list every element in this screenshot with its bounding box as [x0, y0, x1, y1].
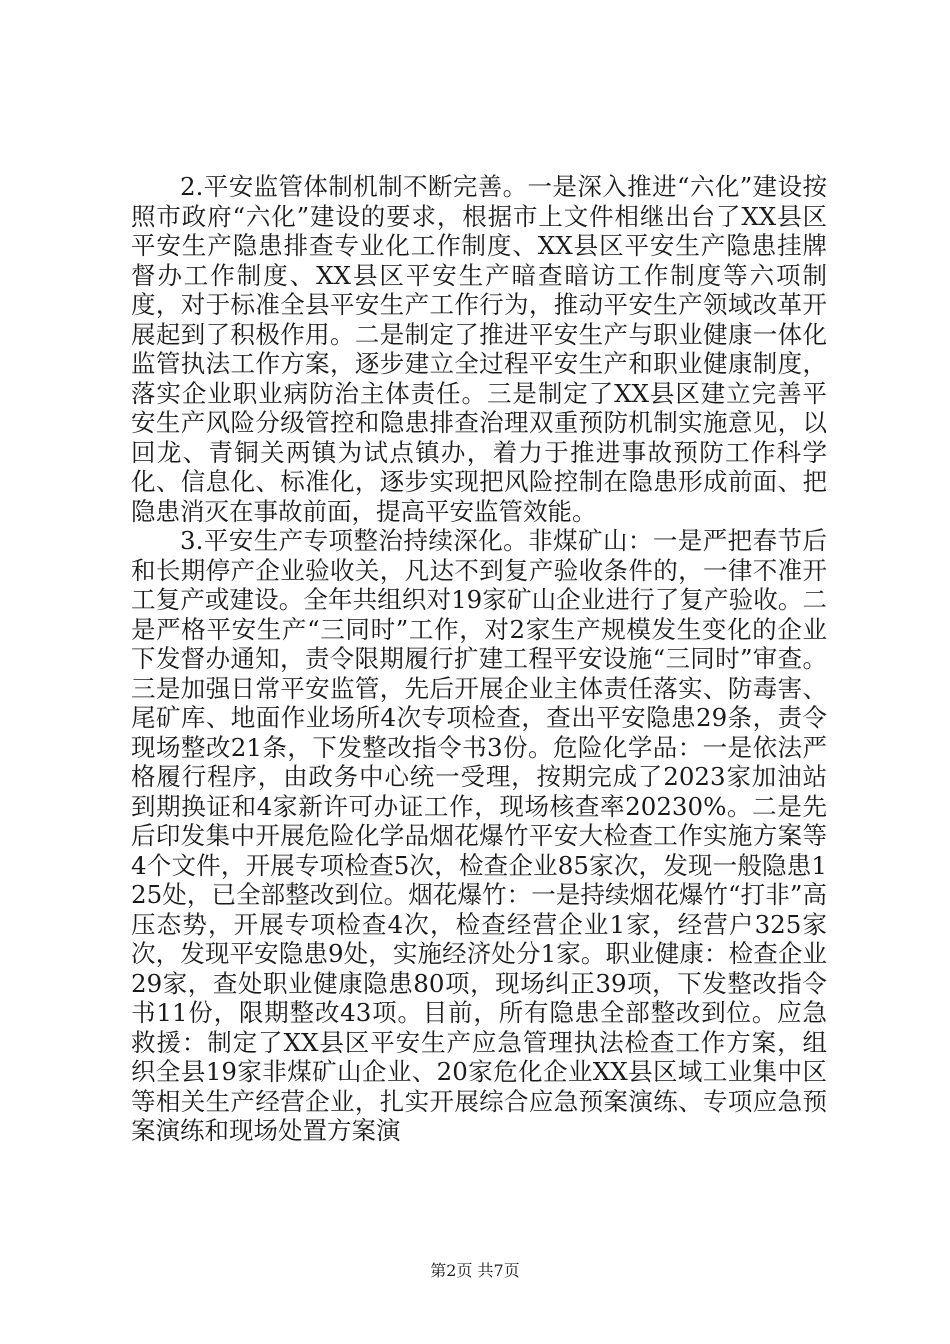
- document-body: [131, 172, 827, 1146]
- paragraph-safety-supervision-system: 2.平安监管体制机制不断完善。一是深入推进“六化”建设按照市政府“六化”建设的要求，根据市上文件相继出台了XX县区平安生产隐患排查专业化工作制度、XX县区平安生产隐患挂牌督办工作制度、XX县区平安生产暗查暗访工作制度等六项制度，对于标准全县平安生产工作行为，推动平安生产领域改革开展起到了积极作用。二是制定了推进平安生产与职业健康一体化监管执法工作方案，逐步建立全过程平安生产和职业健康制度，落实企业职业病防治主体责任。三是制定了XX县区建立完善平安生产风险分级管控和隐患排查治理双重预防机制实施意见，以回龙、青铜关两镇为试点镇办，着力于推进事故预防工作科学化、信息化、标准化，逐步实现把风险控制在隐患形成前面、把隐患消灭在事故前面，提高平安监管效能。: [131, 172, 827, 526]
- paragraph-special-rectification: 3.平安生产专项整治持续深化。非煤矿山：一是严把春节后和长期停产企业验收关，凡达不到复产验收条件的，一律不准开工复产或建设。全年共组织对19家矿山企业进行了复产验收。二是严格平安生产“三同时”工作，对2家生产规模发生变化的企业下发督办通知，责令限期履行扩建工程平安设施“三同时”审查。三是加强日常平安监管，先后开展企业主体责任落实、防毒害、尾矿库、地面作业场所4次专项检查，查出平安隐患29条，责令现场整改21条，下发整改指令书3份。危险化学品：一是依法严格履行程序，由政务中心统一受理，按期完成了2023家加油站到期换证和4家新许可办证工作，现场核查率20230%。二是先后印发集中开展危险化学品烟花爆竹平安大检查工作实施方案等4个文件，开展专项检查5次，检查企业85家次，发现一般隐患125处，已全部整改到位。烟花爆竹：一是持续烟花爆竹“打非”高压态势，开展专项检查4次，检查经营企业1家，经营户325家次，发现平安隐患9处，实施经济处分1家。职业健康：检查企业29家，查处职业健康隐患80项，现场纠正39项，下发整改指令书11份，限期整改43项。目前，所有隐患全部整改到位。应急救援：制定了XX县区平安生产应急管理执法检查工作方案，组织全县19家非煤矿山企业、20家危化企业XX县区域工业集中区等相关生产经营企业，扎实开展综合应急预案演练、专项应急预案演练和现场处置方案演: [131, 526, 827, 1145]
- page-number-footer: 第2页 共7页: [430, 1261, 520, 1280]
